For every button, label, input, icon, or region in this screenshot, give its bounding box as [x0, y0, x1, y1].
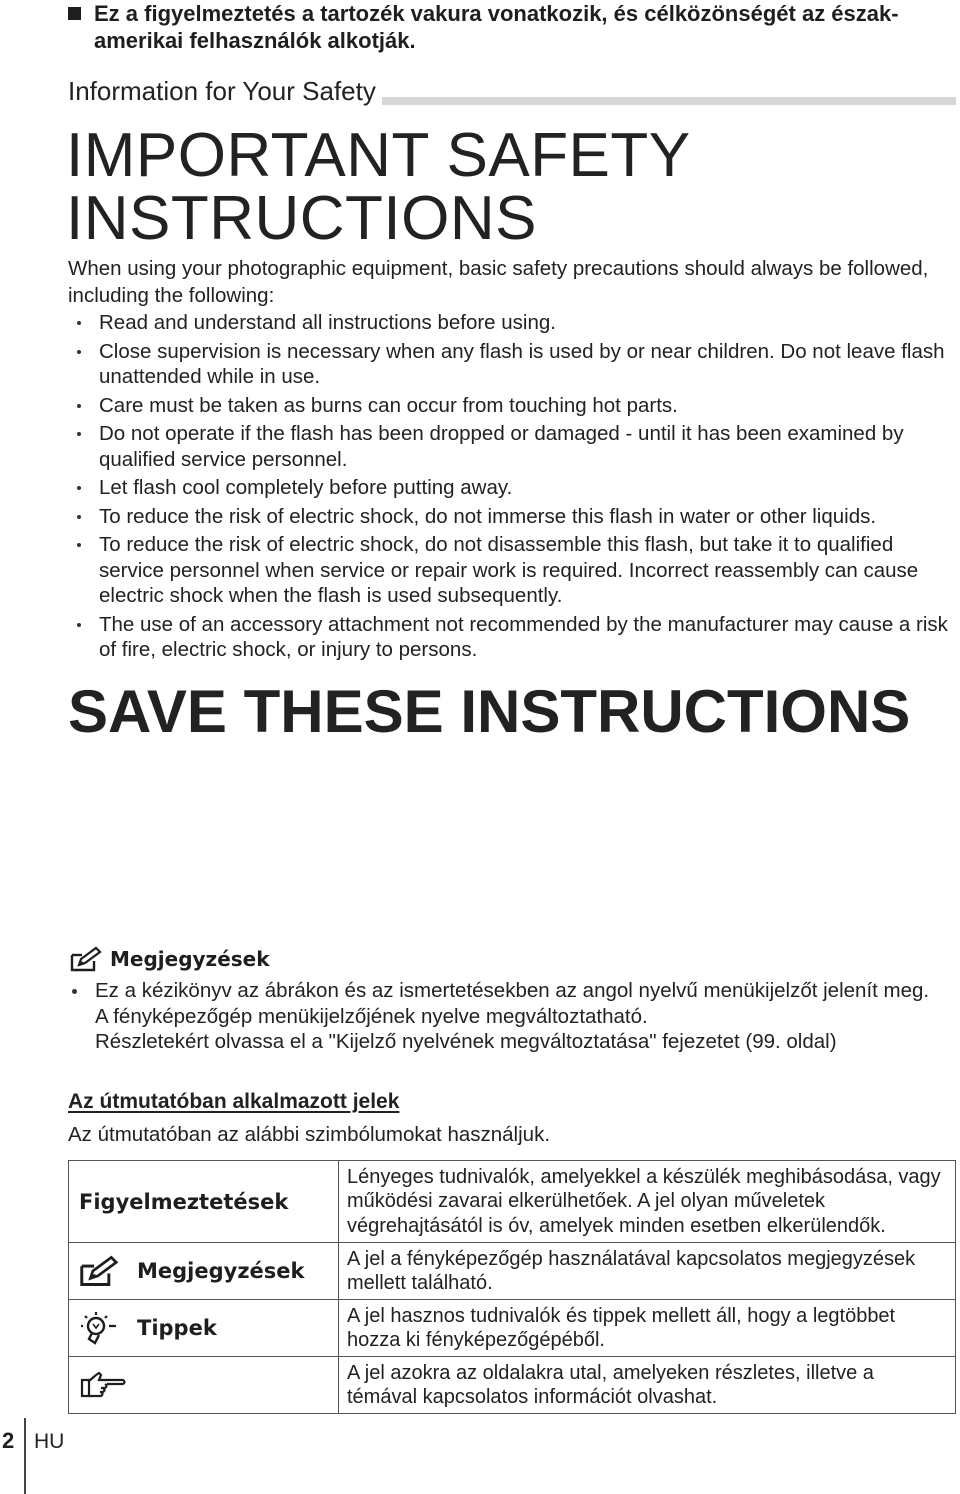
bullet-dot-icon [77, 432, 81, 436]
intro-paragraph: When using your photographic equipment, basic safety precautions should always be followed, including the following: [68, 257, 929, 307]
list-item [68, 504, 948, 530]
bullet-dot-icon [77, 543, 81, 547]
symbol-description: A jel hasznos tudnivalók és tippek mellett áll, hogy a legtöbbet hozza ki fényképezőgépéből. [339, 1300, 956, 1357]
lightbulb-icon [79, 1311, 119, 1345]
language-code: HU [34, 1430, 65, 1453]
symbol-description: Lényeges tudnivalók, amelyekkel a készülék meghibásodása, vagy működési zavarai elkerülhetőek. A jel olyan műveletek végrehajtásától is óv, amelyek minden esetben elkerülendők. [339, 1161, 956, 1243]
bullet-dot-icon [72, 989, 77, 994]
list-item-text: To reduce the risk of electric shock, do not disassemble this flash, but take it to qualified service personnel when service or repair work is required. Incorrect reassembly can cause electric shock when the flash is used subsequently. [99, 533, 919, 607]
pencil-note-icon [79, 1255, 119, 1287]
top-warning-text: Ez a figyelmeztetés a tartozék vakura vonatkozik, és célközönségét az észak-amerikai felhasználók alkotják. [94, 1, 899, 53]
bullet-dot-icon [77, 515, 81, 519]
bullet-dot-icon [77, 623, 81, 627]
list-item [68, 612, 948, 663]
table-row [69, 1300, 956, 1357]
pencil-note-icon [70, 946, 102, 972]
table-row [69, 1243, 956, 1300]
list-item-text: The use of an accessory attachment not recommended by the manufacturer may cause a risk of fire, electric shock, or injury to persons. [99, 612, 948, 661]
list-item-text: Read and understand all instructions before using. [99, 311, 556, 334]
section-header [68, 76, 956, 110]
notes-body [68, 978, 958, 1055]
table-row [69, 1161, 956, 1243]
list-item [68, 532, 948, 609]
notes-line: A fényképezőgép menükijelzőjének nyelve megváltoztatható. [95, 1004, 648, 1028]
top-warning-note [68, 0, 938, 54]
section-header-label: Information for Your Safety [68, 76, 382, 106]
list-item [68, 339, 948, 390]
table-row [69, 1357, 956, 1414]
page-number: 2 [2, 1428, 15, 1453]
list-item-text: To reduce the risk of electric shock, do not immerse this flash in water or other liquids. [99, 504, 877, 528]
symbols-intro: Az útmutatóban az alábbi szimbólumokat használjuk. [68, 1123, 551, 1146]
pointing-hand-icon [79, 1370, 129, 1400]
bullet-dot-icon [77, 350, 81, 354]
list-item [68, 393, 948, 419]
bullet-dot-icon [77, 486, 81, 490]
bullet-dot-icon [77, 404, 81, 408]
square-bullet-icon [68, 7, 81, 20]
save-instructions-title: SAVE THESE INSTRUCTIONS [68, 678, 911, 745]
symbol-label: Megjegyzések [137, 1259, 305, 1283]
symbol-cell [69, 1357, 339, 1414]
list-item-text: Let flash cool completely before putting away. [99, 476, 513, 499]
page-title-line: INSTRUCTIONS [66, 184, 537, 253]
notes-heading-label: Megjegyzések [110, 947, 270, 971]
list-item [68, 475, 948, 501]
list-item-text: Care must be taken as burns can occur from touching hot parts. [99, 393, 678, 417]
symbol-label: Tippek [137, 1316, 217, 1340]
list-item [68, 421, 948, 472]
symbol-cell [69, 1300, 339, 1357]
notes-line: Részletekért olvassa el a "Kijelző nyelvének megváltoztatása" fejezetet (99. oldal) [95, 1030, 837, 1053]
symbol-label: Figyelmeztetések [79, 1189, 289, 1214]
list-item-text: Do not operate if the flash has been dropped or damaged - until it has been examined by qualified service personnel. [99, 422, 904, 471]
symbols-table [68, 1160, 956, 1414]
symbol-description: A jel azokra az oldalakra utal, amelyeken részletes, illetve a témával kapcsolatos információt olvashat. [339, 1357, 956, 1414]
list-item [68, 310, 948, 336]
list-item-text: Close supervision is necessary when any flash is used by or near children. Do not leave flash unattended while in use. [99, 339, 945, 388]
symbols-heading: Az útmutatóban alkalmazott jelek [68, 1090, 400, 1113]
footer-divider [24, 1418, 26, 1494]
page-title-line: IMPORTANT SAFETY [66, 121, 691, 190]
safety-instructions-list [68, 310, 948, 666]
symbol-description: A jel a fényképezőgép használatával kapcsolatos megjegyzések mellett található. [339, 1243, 956, 1300]
bullet-dot-icon [77, 321, 81, 325]
page-title [66, 121, 946, 253]
symbol-cell [69, 1161, 339, 1243]
symbol-cell [69, 1243, 339, 1300]
notes-line: Ez a kézikönyv az ábrákon és az ismertetésekben az angol nyelvű menükijelzőt jelenít meg. [95, 979, 930, 1002]
